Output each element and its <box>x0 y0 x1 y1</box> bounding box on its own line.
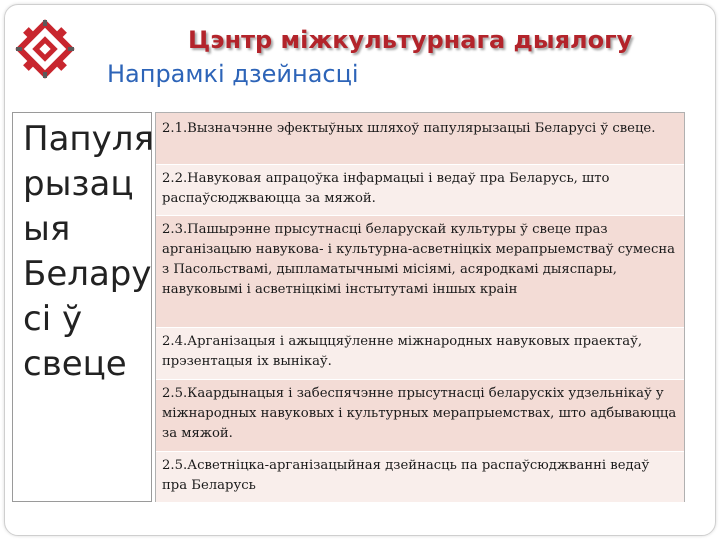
row-text: 2.5.Асветніцка-арганізацыйная дзейнасць па распаўсюджванні ведаў пра Беларусь <box>162 458 650 493</box>
row-text: 2.5.Каардынацыя і забеспячэнне прысутнасці беларускіх удзельнікаў у міжнародных навуковых і культурных мерапрыемствах, што адбываюцца за мяжой. <box>162 386 677 441</box>
left-label: Папуля рызац ыя Белару сі ў свеце <box>23 119 154 384</box>
table-row <box>156 452 684 503</box>
row-text: 2.2.Навуковая апрацоўка інфармацыі і ведаў пра Беларусь, што распаўсюджваюцца за мяжой. <box>162 171 610 206</box>
row-text: 2.3.Пашырэнне прысутнасці беларускай культуры ў свеце праз арганізацыю навукова- і культурна-асветніцкіх мерапрыемстваў сумесна з Пасольствамі, дыпламатычнымі місіямі, асяродкамі дыяспары, навуковымі і асветніцкімі інстытутамі іншых краін <box>162 222 675 297</box>
page-subtitle: Напрамкі дзейнасці <box>107 60 359 88</box>
table-row <box>156 216 684 328</box>
activities-table <box>155 112 685 502</box>
table-row <box>156 113 684 165</box>
ornament-logo-icon <box>14 18 76 80</box>
page-title: Цэнтр міжкультурнага дыялогу <box>188 26 633 54</box>
table-row <box>156 380 684 452</box>
row-text: 2.1.Вызначэнне эфектыўных шляхоў папулярызацыі Беларусі ў свеце. <box>162 121 656 136</box>
row-text: 2.4.Арганізацыя і ажыццяўленне міжнародных навуковых праектаў, прэзентацыя іх вынікаў. <box>162 334 643 369</box>
table-row <box>156 165 684 216</box>
table-row <box>156 328 684 380</box>
left-label-box <box>12 112 152 502</box>
